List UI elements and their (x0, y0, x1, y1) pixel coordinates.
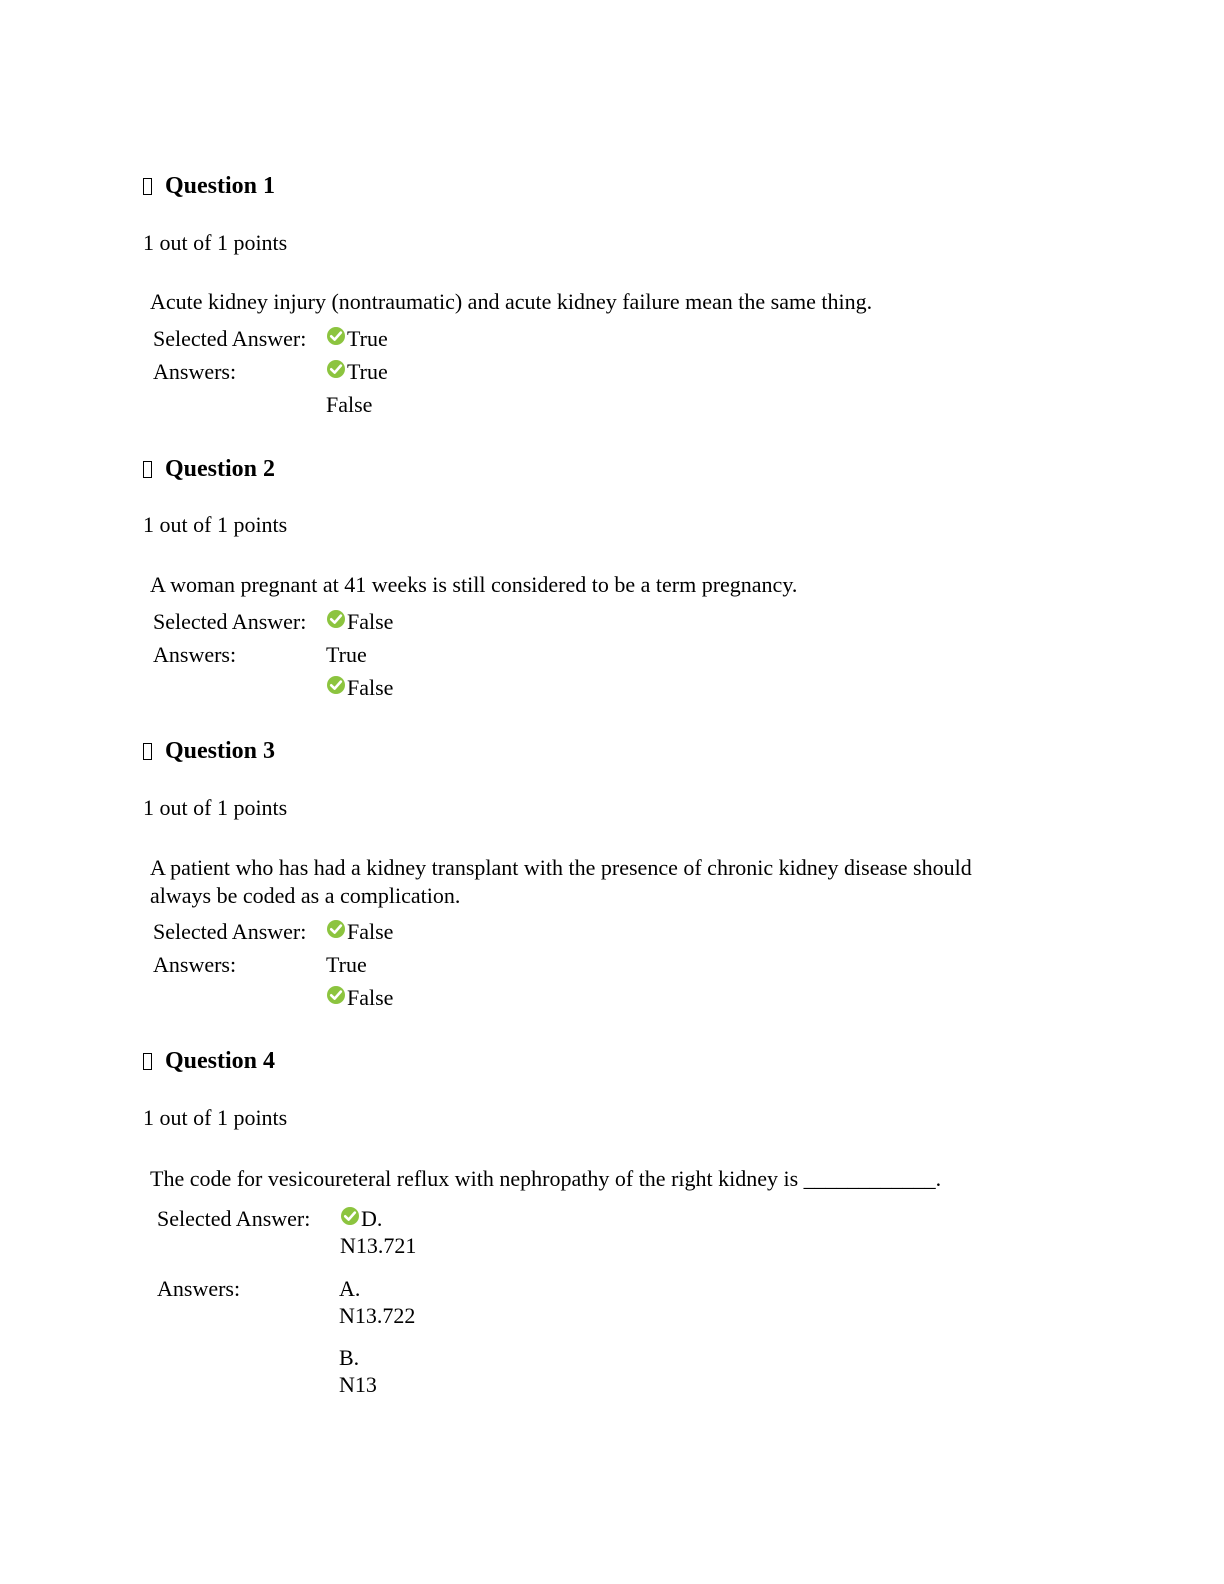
answers-label: Answers: (157, 1276, 241, 1301)
answers-label: Answers: (153, 359, 237, 384)
question-3-points: 1 out of 1 points (143, 795, 288, 820)
question-status-icon (143, 461, 152, 478)
question-3-title (143, 736, 275, 766)
question-title: Question 1 (165, 172, 276, 199)
correct-check-icon (326, 919, 346, 939)
correct-check-icon (326, 985, 346, 1005)
question-2-title (143, 454, 275, 484)
question-4-answer-option: B. N13 (339, 1345, 377, 1397)
question-1-title (143, 171, 275, 201)
question-4-points: 1 out of 1 points (143, 1105, 288, 1130)
correct-check-icon (340, 1206, 360, 1226)
question-4-selected-answer: D. N13.721 (340, 1206, 417, 1258)
question-2-points: 1 out of 1 points (143, 512, 288, 537)
correct-check-icon (326, 326, 346, 346)
selected-answer-label: Selected Answer: (157, 1206, 311, 1231)
correct-check-icon (326, 359, 346, 379)
question-3-selected-answer: False (326, 919, 393, 945)
question-title: Question 4 (165, 1047, 276, 1074)
answers-label: Answers: (153, 642, 237, 667)
selected-answer-label: Selected Answer: (153, 919, 307, 944)
question-status-icon (143, 1053, 152, 1070)
question-1-selected-answer: True (326, 326, 388, 352)
question-3-answer-option: False (326, 985, 393, 1011)
question-title: Question 3 (165, 737, 276, 764)
question-title: Question 2 (165, 455, 276, 482)
correct-check-icon (326, 675, 346, 695)
question-2-text: A woman pregnant at 41 weeks is still considered to be a term pregnancy. (150, 572, 798, 597)
selected-answer-label: Selected Answer: (153, 609, 307, 634)
answers-label: Answers: (153, 952, 237, 977)
question-2-answer-option: False (326, 675, 393, 701)
question-1-points: 1 out of 1 points (143, 230, 288, 255)
question-3-answer-option: True (326, 952, 367, 977)
question-status-icon (143, 178, 152, 195)
question-2-selected-answer: False (326, 609, 393, 635)
question-2-answer-option: True (326, 642, 367, 667)
question-1-answer-option: True (326, 359, 388, 385)
question-4-text: The code for vesicoureteral reflux with nephropathy of the right kidney is ____________. (150, 1166, 942, 1191)
question-4-answer-option: A. N13.722 (339, 1276, 416, 1328)
question-1-answer-option: False (326, 392, 373, 417)
question-1-text: Acute kidney injury (nontraumatic) and acute kidney failure mean the same thing. (150, 289, 873, 314)
question-3-text: A patient who has had a kidney transplant with the presence of chronic kidney disease should always be coded as a complication. (150, 855, 972, 908)
question-4-title (143, 1046, 275, 1076)
correct-check-icon (326, 609, 346, 629)
selected-answer-label: Selected Answer: (153, 326, 307, 351)
question-status-icon (143, 743, 152, 760)
